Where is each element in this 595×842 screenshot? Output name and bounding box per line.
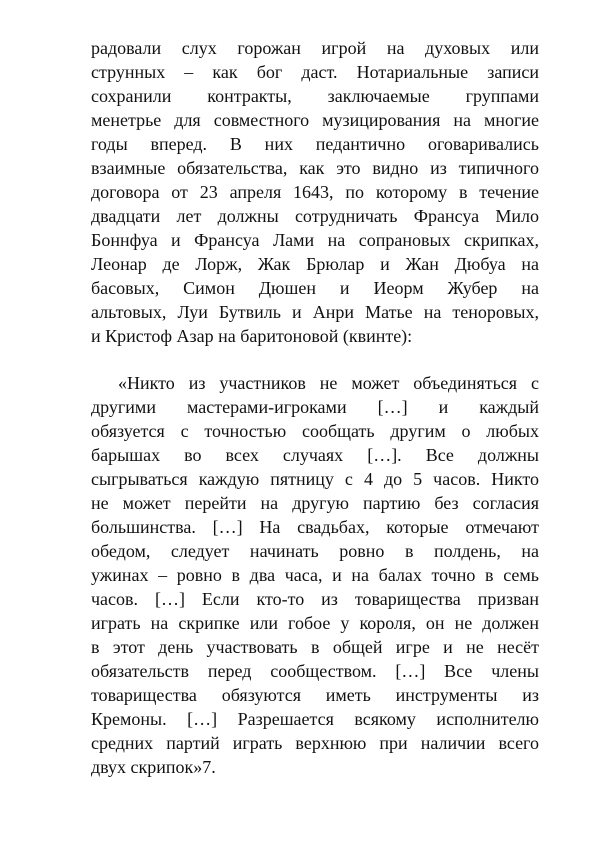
- text-line: товарищества обязуются иметь инструменты из: [91, 685, 539, 705]
- text-line: менетрье для совместного музицирования на многие: [91, 110, 539, 130]
- text-line: другими мастерами-игроками […] и каждый: [91, 397, 539, 417]
- text-line: струнных – как бог даст. Нотариальные записи: [91, 62, 539, 82]
- text-line: и Кристоф Азар на баритоновой (квинте):: [91, 326, 413, 346]
- paragraph-contracts: [91, 36, 539, 348]
- text-line: двадцати лет должны сотрудничать Франсуа Мило: [91, 206, 539, 226]
- text-line: играть на скрипке или гобое у короля, он не должен: [91, 613, 539, 633]
- text-line: Боннфуа и Франсуа Лами на сопрановых скрипках,: [91, 230, 539, 250]
- text-line: договора от 23 апреля 1643, по которому в течение: [91, 182, 539, 202]
- text-line: «Никто из участников не может объединяться с: [118, 373, 539, 393]
- text-line: большинства. […] На свадьбах, которые отмечают: [91, 517, 539, 537]
- text-line: альтовых, Луи Бутвиль и Анри Матье на теноровых,: [91, 302, 539, 322]
- text-line: обязательств перед сообществом. […] Все члены: [91, 661, 539, 681]
- text-line: обедом, следует начинать ровно в полдень, на: [91, 541, 539, 561]
- text-line: часов. […] Если кто-то из товарищества призван: [91, 589, 539, 609]
- text-line: ужинах – ровно в два часа, и на балах точно в семь: [91, 565, 539, 585]
- text-line: средних партий играть верхнюю при наличии всего: [91, 733, 539, 753]
- text-line: обязуется с точностью сообщать другим о любых: [91, 421, 539, 441]
- text-line: годы вперед. В них педантично оговаривались: [91, 134, 539, 154]
- paragraph-contract-quote: [91, 371, 539, 779]
- text-line: двух скрипок»7.: [91, 757, 216, 777]
- text-line: Кремоны. […] Разрешается всякому исполнителю: [91, 709, 539, 729]
- text-line: Леонар де Лорж, Жак Брюлар и Жан Дюбуа на: [91, 254, 539, 274]
- text-line: басовых, Симон Дюшен и Иеорм Жубер на: [91, 278, 539, 298]
- text-line: в этот день участвовать в общей игре и не несёт: [91, 637, 539, 657]
- text-line: радовали слух горожан игрой на духовых или: [91, 38, 539, 58]
- text-line: взаимные обязательства, как это видно из типичного: [91, 158, 539, 178]
- text-line: сохранили контракты, заключаемые группами: [91, 86, 539, 106]
- text-line: барышах во всех случаях […]. Все должны: [91, 445, 539, 465]
- text-line: не может перейти на другую партию без согласия: [91, 493, 539, 513]
- text-line: сыгрываться каждую пятницу с 4 до 5 часов. Никто: [91, 469, 539, 489]
